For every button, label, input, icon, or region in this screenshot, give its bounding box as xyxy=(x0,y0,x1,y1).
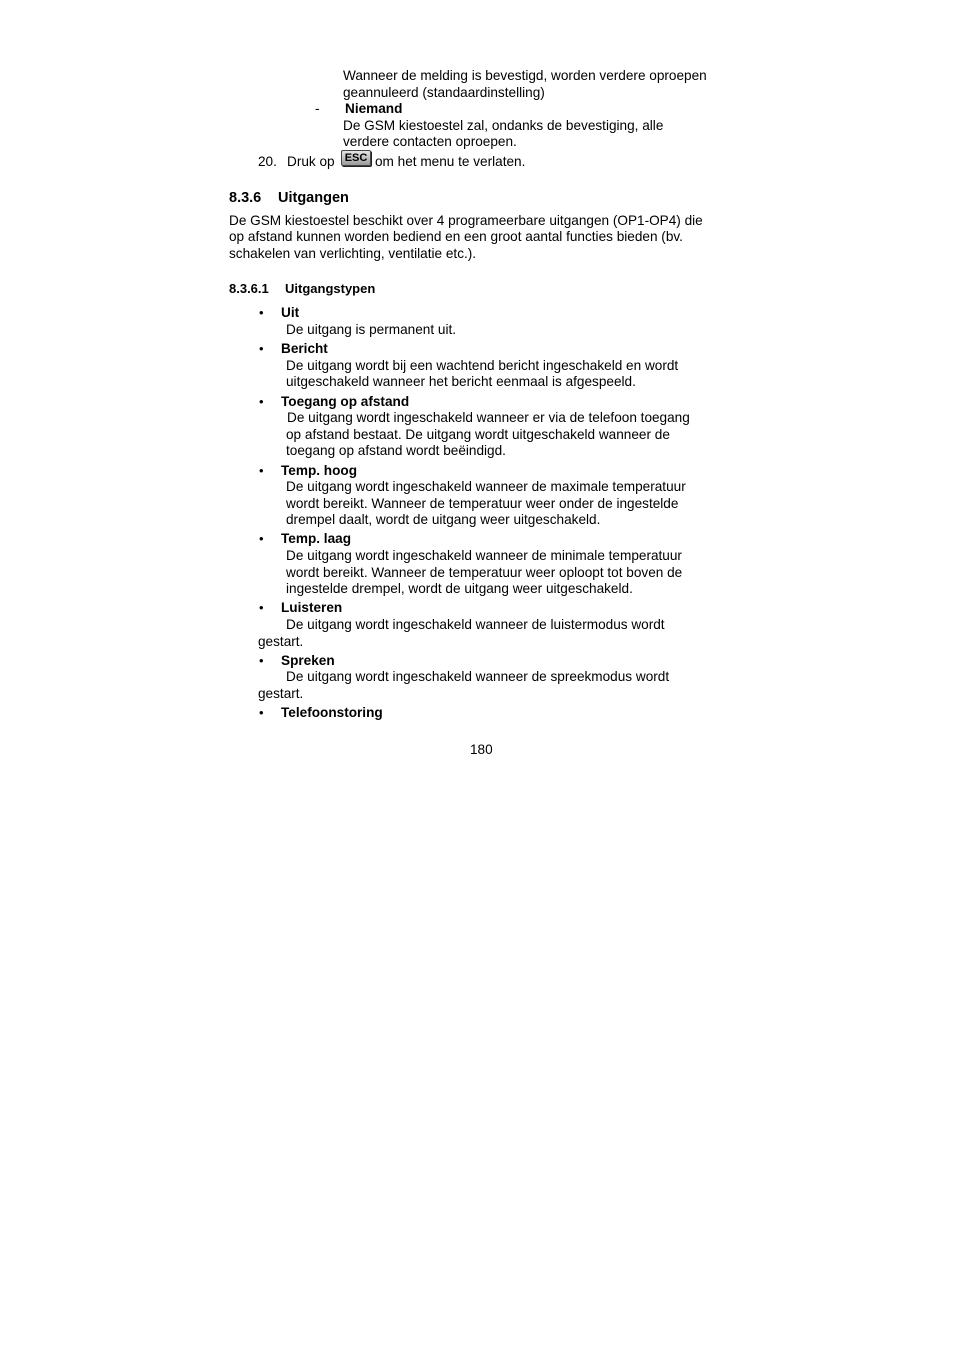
continuation-line-2: geannuleerd (standaardinstelling) xyxy=(343,85,545,100)
item-text: ingestelde drempel, wordt de uitgang weer uitgeschakeld. xyxy=(286,581,633,596)
item-text: op afstand bestaat. De uitgang wordt uitgeschakeld wanneer de xyxy=(286,427,670,442)
item-text: De uitgang wordt ingeschakeld wanneer er via de telefoon toegang xyxy=(287,410,690,425)
step-text-pre: Druk op xyxy=(287,154,335,169)
item-text: De uitgang wordt ingeschakeld wanneer de spreekmodus wordt xyxy=(286,669,670,684)
list-bullet: • xyxy=(259,463,264,478)
option-niemand-line-1: De GSM kiestoestel zal, ondanks de bevestiging, alle xyxy=(343,118,664,133)
item-text: De uitgang wordt ingeschakeld wanneer de maximale temperatuur xyxy=(286,479,686,494)
list-bullet: • xyxy=(259,653,264,668)
esc-key-icon: ESC xyxy=(341,150,371,166)
item-text: gestart. xyxy=(258,634,304,649)
item-title-luisteren: Luisteren xyxy=(281,600,343,615)
option-niemand-line-2: verdere contacten oproepen. xyxy=(343,134,517,149)
item-text: De uitgang wordt bij een wachtend bericht ingeschakeld en wordt xyxy=(286,358,679,373)
list-bullet: • xyxy=(259,531,264,546)
step-number: 20. xyxy=(258,154,277,169)
list-bullet: • xyxy=(259,341,264,356)
page-number: 180 xyxy=(470,742,493,757)
list-bullet: • xyxy=(259,394,264,409)
option-niemand-title: Niemand xyxy=(345,101,403,116)
intro-line-3: schakelen van verlichting, ventilatie etc.). xyxy=(229,246,477,261)
list-bullet: • xyxy=(259,600,264,615)
list-bullet: • xyxy=(259,705,264,720)
intro-line-2: op afstand kunnen worden bediend en een groot aantal functies bieden (bv. xyxy=(229,229,683,244)
section-title: Uitgangen xyxy=(278,190,349,206)
item-text: De uitgang wordt ingeschakeld wanneer de minimale temperatuur xyxy=(286,548,682,563)
item-title-uit: Uit xyxy=(281,305,300,320)
item-title-temp-laag: Temp. laag xyxy=(281,531,351,546)
subsection-number: 8.3.6.1 xyxy=(229,281,269,296)
section-number: 8.3.6 xyxy=(229,190,262,206)
item-title-bericht: Bericht xyxy=(281,341,328,356)
item-text: De uitgang is permanent uit. xyxy=(286,322,457,337)
item-title-temp-hoog: Temp. hoog xyxy=(281,463,358,478)
item-text: wordt bereikt. Wanneer de temperatuur weer oploopt tot boven de xyxy=(286,565,683,580)
subsection-title: Uitgangstypen xyxy=(285,281,376,296)
item-title-toegang: Toegang op afstand xyxy=(281,394,410,409)
item-text: wordt bereikt. Wanneer de temperatuur weer onder de ingestelde xyxy=(286,496,679,511)
item-text: toegang op afstand wordt beëindigd. xyxy=(286,443,506,458)
dash-marker: - xyxy=(315,101,320,116)
step-text-post: om het menu te verlaten. xyxy=(375,154,526,169)
item-text: De uitgang wordt ingeschakeld wanneer de luistermodus wordt xyxy=(286,617,665,632)
item-text: uitgeschakeld wanneer het bericht eenmaal is afgespeeld. xyxy=(286,374,636,389)
item-text: gestart. xyxy=(258,686,304,701)
item-title-spreken: Spreken xyxy=(281,653,335,668)
continuation-line-1: Wanneer de melding is bevestigd, worden verdere oproepen xyxy=(343,68,707,83)
item-title-telefoonstoring: Telefoonstoring xyxy=(281,705,383,720)
list-bullet: • xyxy=(259,305,264,320)
intro-line-1: De GSM kiestoestel beschikt over 4 programeerbare uitgangen (OP1-OP4) die xyxy=(229,213,703,228)
item-text: drempel daalt, wordt de uitgang weer uitgeschakeld. xyxy=(286,512,601,527)
